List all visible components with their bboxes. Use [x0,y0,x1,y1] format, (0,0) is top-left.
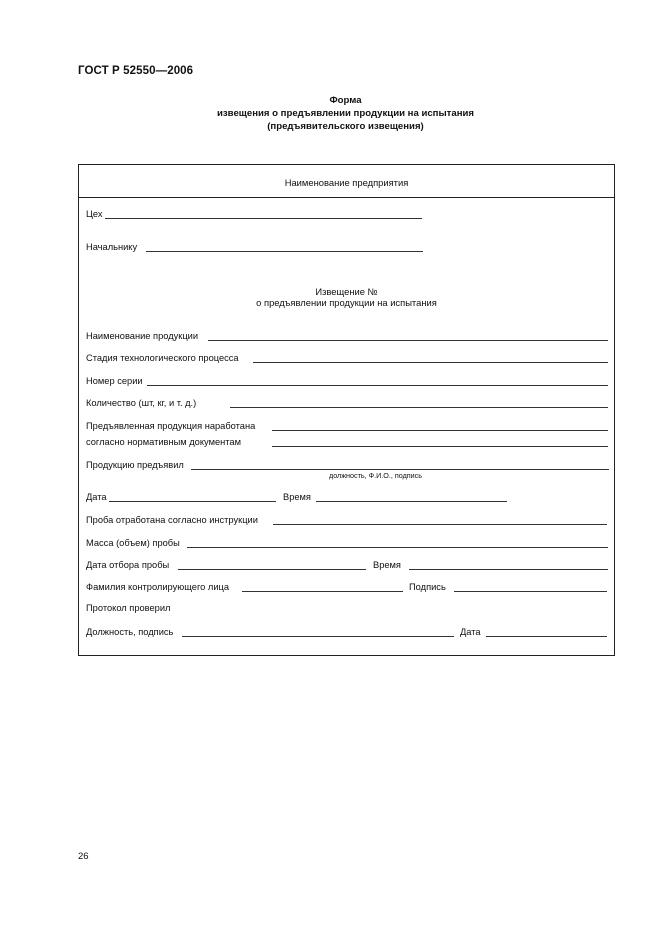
standard-code: ГОСТ Р 52550—2006 [78,65,194,77]
workshop-field[interactable] [105,218,422,219]
date-field[interactable] [109,501,276,502]
process-stage-label: Стадия технологического процесса [86,353,239,363]
workshop-label: Цех [86,209,103,219]
quantity-field[interactable] [230,407,608,408]
produced-label-line2: согласно нормативным документам [86,437,241,447]
page-number: 26 [78,851,89,862]
heading-line-title: извещения о предъявлении продукции на испытания [217,108,474,119]
product-name-field[interactable] [208,340,608,341]
presented-by-label: Продукцию предъявил [86,460,184,470]
product-name-label: Наименование продукции [86,331,199,341]
signature-field[interactable] [454,591,607,592]
heading-line-form: Форма [329,95,362,106]
presented-by-caption: должность, Ф.И.О., подпись [329,471,423,480]
sampling-time-field[interactable] [409,569,608,570]
quantity-label: Количество (шт, кг, и т. д.) [86,398,197,408]
protocol-checked-label: Протокол проверил [86,603,171,613]
produced-label-line1: Предъявленная продукция наработана [86,421,256,431]
sampling-time-label: Время [373,560,401,570]
signature-label: Подпись [409,582,446,592]
sampling-date-field[interactable] [178,569,366,570]
position-signature-label: Должность, подпись [86,627,174,637]
time-label: Время [283,492,311,502]
produced-field-line1[interactable] [272,430,608,431]
sample-processed-field[interactable] [273,524,607,525]
sample-mass-label: Масса (объем) пробы [86,538,180,548]
produced-field-line2[interactable] [272,446,608,447]
date-label: Дата [86,492,107,502]
presented-by-field[interactable] [191,469,609,470]
final-date-field[interactable] [486,636,607,637]
sampling-date-label: Дата отбора пробы [86,560,170,570]
position-signature-field[interactable] [182,636,454,637]
chief-field[interactable] [146,251,423,252]
controller-name-field[interactable] [242,591,403,592]
final-date-label: Дата [460,627,481,637]
notice-title: Извещение № [315,286,378,297]
chief-label: Начальнику [86,242,138,252]
time-field[interactable] [316,501,507,502]
sample-processed-label: Проба отработана согласно инструкции [86,515,258,525]
sample-mass-field[interactable] [187,547,608,548]
form-heading [0,94,661,133]
heading-line-subtitle: (предъявительского извещения) [267,121,424,132]
series-number-field[interactable] [147,385,608,386]
process-stage-field[interactable] [253,362,608,363]
series-number-label: Номер серии [86,376,143,386]
controller-name-label: Фамилия контролирующего лица [86,582,230,592]
notice-subtitle: о предъявлении продукции на испытания [256,297,437,308]
enterprise-name-cell: Наименование предприятия [79,165,614,198]
